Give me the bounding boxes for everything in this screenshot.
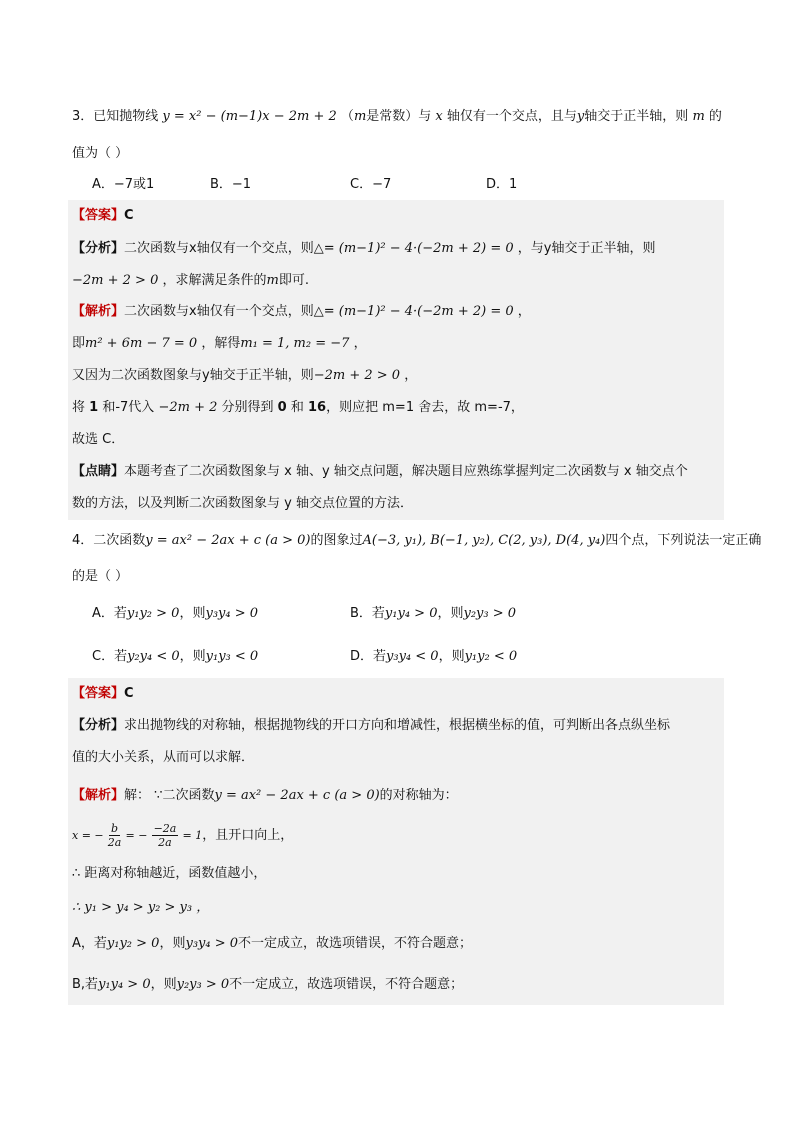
q4-solution-line1 — [72, 786, 458, 806]
q3-solution-line3 — [72, 366, 417, 386]
answer-value: C — [124, 686, 134, 701]
q3-var-x: x — [435, 109, 443, 124]
solution-text: 二次函数与x轴仅有一个交点，则△= — [124, 304, 335, 319]
solution-text: 解： — [124, 788, 151, 803]
solution-text: ， — [517, 304, 531, 319]
q3-comment-line2: 数的方法，以及判断二次函数图象与 y 轴交点位置的方法． — [72, 496, 413, 511]
solution-text: ，且开口向上， — [202, 828, 294, 843]
fraction-neg2a-over-2a — [152, 822, 179, 849]
fraction-denominator: 2a — [158, 836, 172, 849]
q4-solution-line5 — [72, 934, 472, 954]
solution-text: 不一定成立，故选项错误，不符合题意； — [238, 936, 473, 951]
q3-stem-text: （ — [340, 109, 354, 124]
result: y₂y₃ > 0 — [176, 977, 230, 992]
option-label: D．若 — [350, 649, 387, 664]
option-text: ，则 — [438, 649, 465, 664]
q3-option-a: A．−7或1 — [92, 177, 155, 192]
fraction-numerator: b — [111, 822, 119, 835]
q3-stem-text: 3．已知抛物线 — [72, 109, 159, 124]
analysis-text: 求出抛物线的对称轴，根据抛物线的开口方向和增减性，根据横坐标的值，可判断出各点纵坐标 — [124, 718, 671, 733]
solution-text: A，若 — [72, 936, 107, 951]
q4-stem-text: 四个点，下列说法一定正确 — [605, 533, 762, 548]
q3-stem-text: 的 — [708, 109, 722, 124]
option-label: B．若 — [350, 606, 385, 621]
analysis-text: ，求解满足条件的 — [162, 273, 267, 288]
option-condition: y₃y₄ < 0 — [386, 649, 439, 664]
q4-answer — [72, 684, 134, 704]
q3-parabola-formula: y = x² − (m−1)x − 2m + 2 — [162, 109, 337, 124]
q3-analysis-line1 — [72, 239, 656, 259]
q4-stem-text: 的图象过 — [310, 533, 363, 548]
q3-stem-text: 是常数）与 — [366, 109, 432, 124]
option-label: C．若 — [92, 649, 128, 664]
equals: = − — [125, 829, 148, 842]
roots-formula: m₁ = 1, m₂ = −7 — [240, 336, 350, 351]
q4-function-formula: y = ax² − 2ax + c (a > 0) — [145, 533, 311, 548]
q4-stem-line1 — [72, 531, 761, 551]
q4-solution-line2 — [72, 822, 293, 850]
value-1: 1 — [89, 400, 99, 415]
fraction-denominator: 2a — [107, 836, 122, 849]
solution-tag: 【解析】 — [72, 788, 125, 803]
expression: −2m + 2 — [158, 400, 218, 415]
solution-text: 的对称轴为： — [379, 788, 458, 803]
solution-text: 和-7代入 — [102, 400, 155, 415]
q3-stem-line1 — [72, 107, 722, 127]
solution-text: B,若 — [72, 977, 99, 992]
q3-analysis-line2 — [72, 271, 309, 291]
answer-tag: 【答案】 — [72, 686, 125, 701]
solution-text: ， — [353, 336, 367, 351]
analysis-text: 即可. — [278, 273, 309, 288]
solution-text: 分别得到 — [221, 400, 274, 415]
q4-function-formula: y = ax² − 2ax + c (a > 0) — [214, 788, 380, 803]
condition: y₁y₄ > 0 — [98, 977, 151, 992]
answer-tag: 【答案】 — [72, 208, 125, 223]
q4-solution-line3: ∴ 距离对称轴越近，函数值越小， — [72, 866, 267, 881]
q3-var-m: m — [353, 109, 367, 124]
m-equals-1: m=1 — [382, 400, 415, 415]
q3-var-y: y — [576, 109, 585, 124]
analysis-text: 二次函数与x轴仅有一个交点，则△= — [124, 241, 335, 256]
q4-solution-line6 — [72, 975, 463, 995]
option-result: y₃y₄ > 0 — [205, 606, 259, 621]
q4-option-b — [350, 604, 516, 624]
analysis-tag: 【分析】 — [72, 241, 125, 256]
q3-comment-line1 — [72, 462, 688, 482]
option-result: y₂y₃ > 0 — [463, 606, 517, 621]
axis-x: x = − — [72, 829, 104, 842]
option-condition: y₂y₄ < 0 — [127, 649, 180, 664]
q3-stem-text: 轴仅有一个交点，且与 — [446, 109, 577, 124]
q3-stem-text: 轴交于正半轴，则 — [584, 109, 689, 124]
option-condition: y₁y₂ > 0 — [126, 606, 180, 621]
option-label: A．若 — [92, 606, 127, 621]
m-equals-neg7: m=-7 — [474, 400, 511, 415]
discriminant-formula: (m−1)² − 4·(−2m + 2) = 0 — [338, 304, 514, 319]
result: y₃y₄ > 0 — [185, 936, 239, 951]
analysis-text: ，与y轴交于正半轴，则 — [517, 241, 656, 256]
value-0: 0 — [277, 400, 287, 415]
option-result: y₁y₂ < 0 — [464, 649, 518, 664]
q4-solution-line4: ∴ y₁ > y₄ > y₂ > y₃ ， — [72, 900, 210, 915]
q3-solution-line1 — [72, 302, 531, 322]
analysis-tag: 【分析】 — [72, 718, 125, 733]
q3-answer — [72, 206, 134, 226]
solution-text: 将 — [72, 400, 86, 415]
q4-analysis-line1 — [72, 716, 670, 736]
solution-text: 二次函数 — [162, 788, 215, 803]
comment-tag: 【点睛】 — [72, 464, 125, 479]
option-result: y₁y₃ < 0 — [205, 649, 259, 664]
q3-stem-line2: 值为（ ） — [72, 146, 129, 161]
q4-option-d — [350, 647, 517, 667]
q3-option-d: D．1 — [486, 177, 518, 192]
solution-text: ， — [510, 400, 524, 415]
option-condition: y₁y₄ > 0 — [384, 606, 438, 621]
option-text: ，则 — [437, 606, 464, 621]
value-16: 16 — [308, 400, 327, 415]
q3-solution-line4 — [72, 398, 524, 418]
q4-option-c — [92, 647, 258, 667]
inequality-formula: −2m + 2 > 0 — [72, 273, 159, 288]
fraction-numerator: −2a — [153, 822, 177, 835]
fraction-b-over-2a — [108, 822, 122, 849]
axis-value: = 1 — [182, 829, 203, 842]
q4-option-a — [92, 604, 258, 624]
solution-text: 又因为二次函数图象与y轴交于正半轴，则 — [72, 368, 314, 383]
solution-text: 和 — [290, 400, 304, 415]
condition: y₁y₂ > 0 — [106, 936, 160, 951]
q4-points: A(−3, y₁), B(−1, y₂), C(2, y₃), D(4, y₄) — [362, 533, 606, 548]
because-symbol: ∵ — [154, 788, 163, 803]
solution-text: 不一定成立，故选项错误，不符合题意； — [229, 977, 464, 992]
answer-value: C — [124, 208, 134, 223]
q4-stem-line2: 的是（ ） — [72, 569, 129, 584]
q3-solution-line2 — [72, 334, 367, 354]
solution-text: 即 — [72, 336, 86, 351]
solution-text: 舍去，故 — [418, 400, 471, 415]
q3-solution-line5: 故选 C． — [72, 432, 125, 447]
q3-var-m: m — [692, 109, 705, 124]
option-text: ，则 — [179, 606, 206, 621]
solution-text: ，则 — [150, 977, 177, 992]
solution-text: ，则应把 — [326, 400, 379, 415]
q4-stem-text: 4．二次函数 — [72, 533, 146, 548]
comment-text: 本题考查了二次函数图象与 x 轴、y 轴交点问题，解决题目应熟练掌握判定二次函数与 x 轴交点个 — [124, 464, 688, 479]
inequality-formula: −2m + 2 > 0 — [313, 368, 401, 383]
solution-tag: 【解析】 — [72, 304, 125, 319]
quadratic-equation: m² + 6m − 7 = 0 — [85, 336, 198, 351]
solution-text: ，解得 — [201, 336, 241, 351]
q3-option-c: C．−7 — [350, 177, 392, 192]
q3-option-b: B．−1 — [210, 177, 252, 192]
q4-analysis-line2: 值的大小关系，从而可以求解． — [72, 750, 255, 765]
var-m: m — [266, 273, 279, 288]
discriminant-formula: (m−1)² − 4·(−2m + 2) = 0 — [338, 241, 514, 256]
solution-text: ，则 — [159, 936, 186, 951]
option-text: ，则 — [179, 649, 206, 664]
solution-text: ， — [404, 368, 418, 383]
